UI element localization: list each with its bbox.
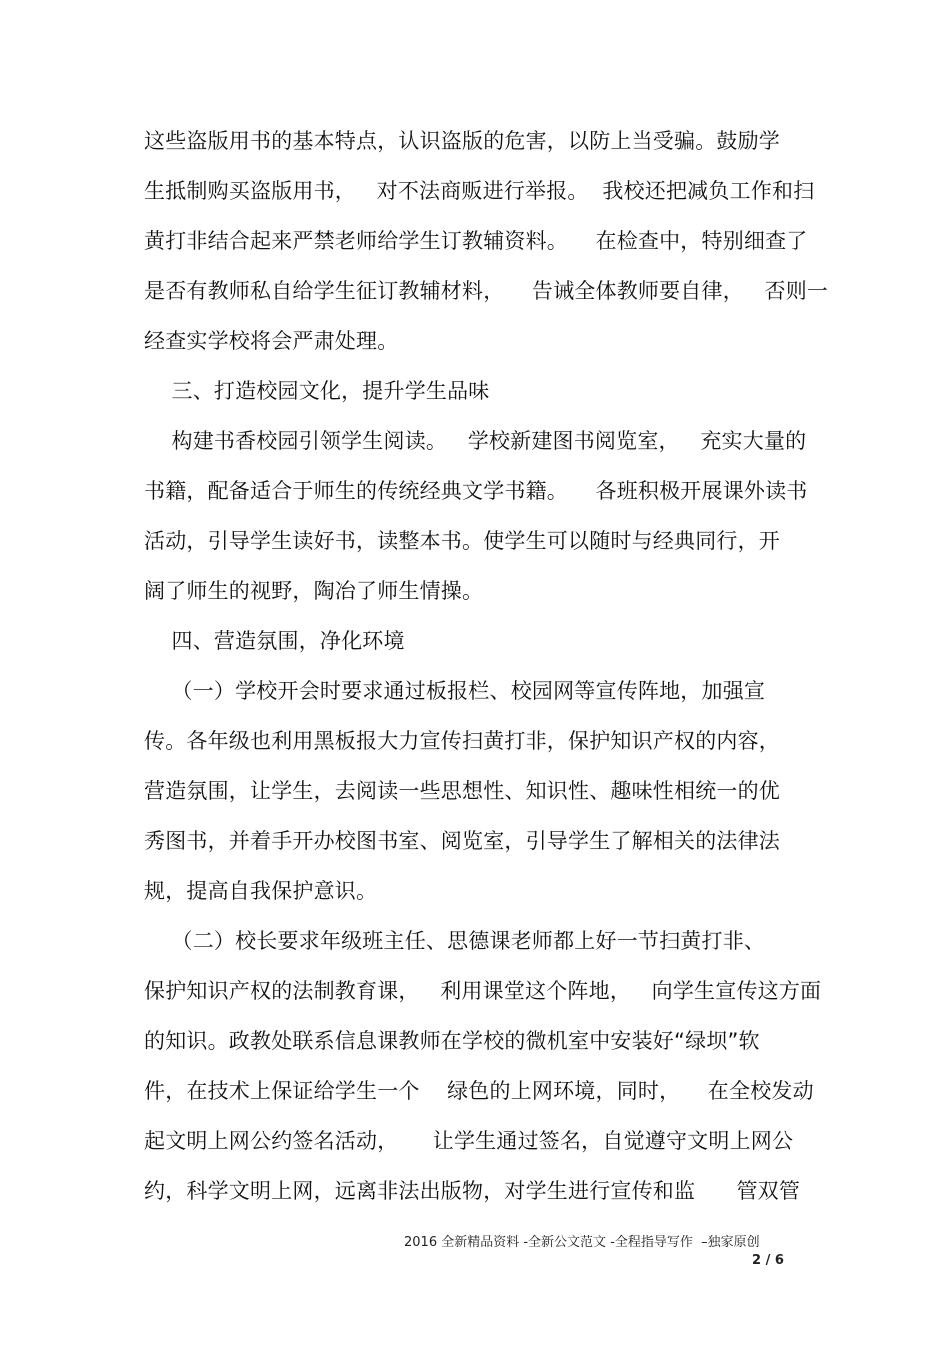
body-text-line: 构建书香校园引领学生阅读。 学校新建图书阅览室， 充实大量的	[144, 429, 807, 453]
body-text-line: 营造氛围，让学生，去阅读一些思想性、知识性、趣味性相统一的优	[144, 779, 780, 803]
body-text-line: 的知识。政教处联系信息课教师在学校的微机室中安装好“绿坝”软	[144, 1029, 760, 1053]
body-text-line: 活动，引导学生读好书，读整本书。使学生可以随时与经典同行，开	[144, 529, 780, 553]
body-text-line: 生抵制购买盗版用书， 对不法商贩进行举报。 我校还把减负工作和扫	[144, 179, 815, 203]
body-text-line: 黄打非结合起来严禁老师给学生订教辅资料。 在检查中，特别细查了	[144, 229, 808, 253]
body-text-line: 保护知识产权的法制教育课， 利用课堂这个阵地， 向学生宣传这方面	[144, 979, 822, 1003]
section-heading: 三、打造校园文化，提升学生品味	[144, 379, 490, 403]
body-text-line: 约，科学文明上网，远离非法出版物，对学生进行宣传和监 管双管	[144, 1179, 801, 1203]
body-text-line: 规，提高自我保护意识。	[144, 879, 378, 903]
body-text-line: 起文明上网公约签名活动， 让学生通过签名，自觉遵守文明上网公	[144, 1129, 794, 1153]
section-heading: 四、营造氛围，净化环境	[144, 629, 405, 653]
body-text-line: 是否有教师私自给学生征订教辅材料， 告诫全体教师要自律， 否则一	[144, 279, 829, 303]
body-text-line: 阔了师生的视野，陶冶了师生情操。	[144, 579, 484, 603]
body-text-line: （二）校长要求年级班主任、思德课老师都上好一节扫黄打非、	[144, 929, 766, 953]
body-text-line: 件，在技术上保证给学生一个 绿色的上网环境，同时， 在全校发动	[144, 1079, 814, 1103]
body-text-line: 这些盗版用书的基本特点，认识盗版的危害，以防上当受骗。鼓励学	[144, 129, 780, 153]
body-text-line: 秀图书，并着手开办校图书室、阅览室，引导学生了解相关的法律法	[144, 829, 780, 853]
page-number: 2 / 6	[752, 1253, 784, 1268]
body-text-line: 经查实学校将会严肃处理。	[144, 329, 399, 353]
page-footer: 2016 全新精品资料 -全新公文范文 -全程指导写作 –独家原创	[404, 1235, 760, 1250]
body-text-line: （一）学校开会时要求通过板报栏、校园网等宣传阵地，加强宣	[144, 679, 766, 703]
body-text-line: 传。各年级也利用黑板报大力宣传扫黄打非，保护知识产权的内容，	[144, 729, 780, 753]
body-text-line: 书籍，配备适合于师生的传统经典文学书籍。 各班积极开展课外读书	[144, 479, 808, 503]
